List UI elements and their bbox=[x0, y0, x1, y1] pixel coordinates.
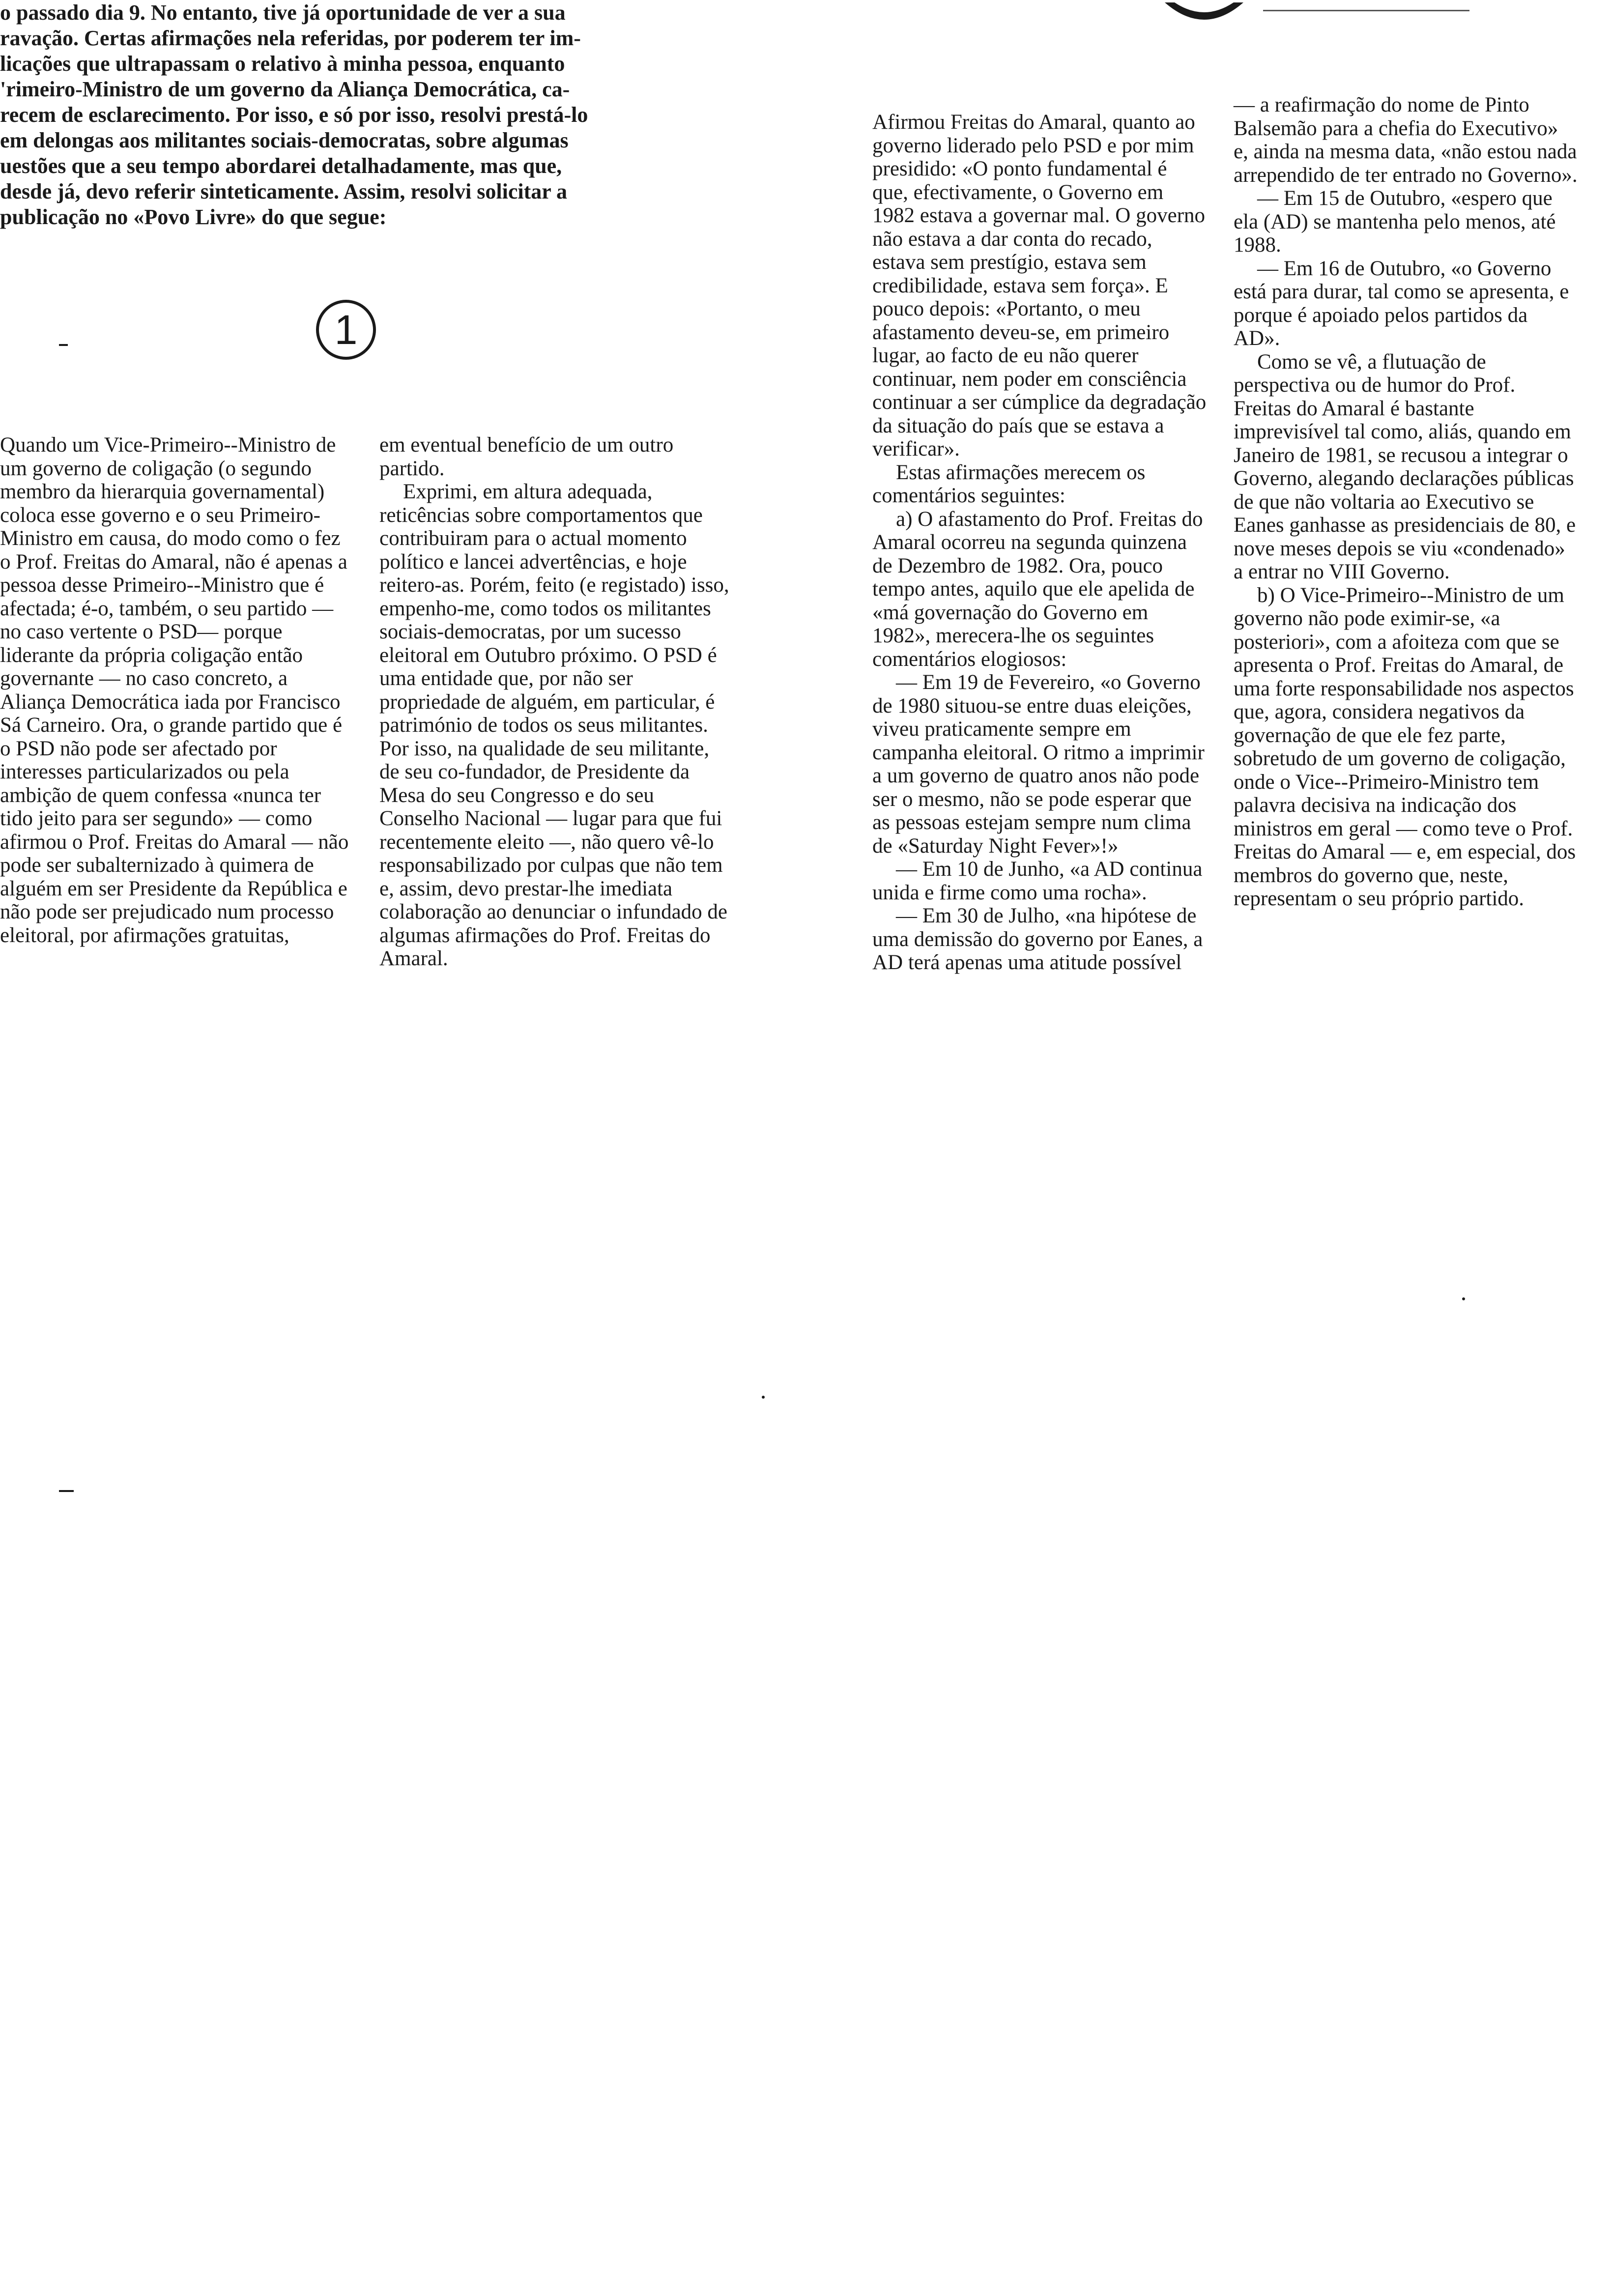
intro-line: licações que ultrapassam o relativo à minha pessoa, enquanto bbox=[0, 52, 565, 76]
margin-dash bbox=[59, 344, 68, 346]
intro-line: desde já, devo referir sinteticamente. Assim, resolvi solicitar a bbox=[0, 179, 567, 203]
column-paragraph: Como se vê, a flutuação de perspectiva ou de humor do Prof. Freitas do Amaral é bastante imprevisível tal como, aliás, quando em Janeiro de 1981, se recusou a integrar o Governo, alegando declarações públicas de que não voltaria ao Executivo se Eanes ganhasse as presidenciais de 80, e nove meses depois se viu «condenado» a entrar no VIII Governo. bbox=[1234, 350, 1576, 583]
article-column-3 bbox=[872, 111, 1207, 975]
column-paragraph: em eventual benefício de um outro partido. bbox=[379, 433, 674, 480]
column-paragraph: Quando um Vice-Primeiro--Ministro de um governo de coligação (o segundo membro da hierarquia governamental) coloca esse governo e o seu Primeiro-Ministro em causa, do modo como o fez o Prof. Freitas do Amaral, não é apenas a pessoa desse Primeiro--Ministro que é afectada; é-o, também, o seu partido — no caso vertente o PSD— porque liderante da própria coligação então governante — no caso concreto, a Aliança Democrática iada por Francisco Sá Carneiro. Ora, o grande partido que é o PSD não pode ser afectado por interesses particularizados ou pela ambição de quem confessa «nunca ter tido jeito para ser segundo» — como afirmou o Prof. Freitas do Amaral — não pode ser subalternizado à quimera de alguém em ser Presidente da República e não pode ser prejudicado num processo eleitoral, por afirmações gratuitas, bbox=[0, 433, 349, 947]
article-column-4 bbox=[1234, 93, 1578, 911]
column-paragraph: — Em 16 de Outubro, «o Governo está para durar, tal como se apresenta, e porque é apoiado pelos partidos da AD». bbox=[1234, 257, 1569, 350]
margin-dash bbox=[59, 1490, 74, 1492]
column-paragraph: b) O Vice-Primeiro--Ministro de um governo não pode eximir-se, «a posteriori», com a afoiteza com que se apresenta o Prof. Freitas do Amaral, de uma forte responsabilidade nos aspectos que, agora, considera negativos da governação de que ele fez parte, sobretudo de um governo de coligação, onde o Vice--Primeiro-Ministro tem palavra decisiva na indicação dos ministros em geral — como teve o Prof. Freitas do Amaral — e, em especial, dos membros do governo que, neste, representam o seu próprio partido. bbox=[1234, 583, 1576, 910]
intro-line: o passado dia 9. No entanto, tive já oportunidade de ver a sua bbox=[0, 0, 566, 25]
column-paragraph: — Em 10 de Junho, «a AD continua unida e firme como uma rocha». bbox=[872, 858, 1203, 904]
column-paragraph: Afirmou Freitas do Amaral, quanto ao governo liderado pelo PSD e por mim presidido: «O ponto fundamental é que, efectivamente, o Governo em 1982 estava a governar mal. O governo não estava a dar conta do recado, estava sem prestígio, estava sem credibilidade, estava sem força». E pouco depois: «Portanto, o meu afastamento deveu-se, em primeiro lugar, ao facto de eu não querer continuar, nem poder em consciência continuar a ser cúmplice da degradação da situação do país que se estava a verificar». bbox=[872, 111, 1207, 460]
column-paragraph: Estas afirmações merecem os comentários seguintes: bbox=[872, 460, 1146, 507]
column-paragraph: — a reafirmação do nome de Pinto Balsemão para a chefia do Executivo» e, ainda na mesma data, «não estou nada arrependido de ter entrado no Governo». bbox=[1234, 93, 1578, 187]
margin-dot bbox=[1462, 1297, 1465, 1300]
intro-paragraph bbox=[0, 0, 588, 230]
margin-dot bbox=[762, 1396, 765, 1399]
intro-line: em delongas aos militantes sociais-democratas, sobre algumas bbox=[0, 128, 569, 152]
column-paragraph: — Em 30 de Julho, «na hipótese de uma demissão do governo por Eanes, a AD terá apenas uma atitude possível bbox=[872, 904, 1203, 974]
article-column-1 bbox=[0, 433, 354, 947]
emblem-icon bbox=[1160, 0, 1248, 27]
intro-line: ravação. Certas afirmações nela referidas, por poderem ter im- bbox=[0, 26, 581, 50]
section-number-badge bbox=[316, 300, 376, 360]
article-column-2 bbox=[379, 433, 731, 971]
section-number: 1 bbox=[334, 307, 358, 353]
intro-line: uestões que a seu tempo abordarei detalhadamente, mas que, bbox=[0, 154, 562, 178]
intro-line: 'rimeiro-Ministro de um governo da Aliança Democrática, ca- bbox=[0, 77, 570, 101]
column-paragraph: — Em 19 de Fevereiro, «o Governo de 1980 situou-se entre duas eleições, viveu praticamente sempre em campanha eleitoral. O ritmo a imprimir a um governo de quatro anos não pode ser o mesmo, não se pode esperar que as pessoas estejam sempre num clima de «Saturday Night Fever»!» bbox=[872, 671, 1205, 858]
column-paragraph: — Em 15 de Outubro, «espero que ela (AD) se mantenha pelo menos, até 1988. bbox=[1234, 187, 1556, 257]
intro-line: recem de esclarecimento. Por isso, e só por isso, resolvi prestá-lo bbox=[0, 103, 588, 127]
column-paragraph: Exprimi, em altura adequada, reticências sobre comportamentos que contribuiram para o actual momento político e lancei advertências, e hoje reitero-as. Porém, feito (e registado) isso, empenho-me, como todos os militantes sociais-democratas, por um sucesso eleitoral em Outubro próximo. O PSD é uma entidade que, por não ser propriedade de alguém, em particular, é património de todos os seus militantes. Por isso, na qualidade de seu militante, de seu co-fundador, de Presidente da Mesa do seu Congresso e do seu Conselho Nacional — lugar para que fui recentemente eleito —, não quero vê-lo responsabilizado por culpas que não tem e, assim, devo prestar-lhe imediata colaboração ao denunciar o infundado de algumas afirmações do Prof. Freitas do Amaral. bbox=[379, 480, 729, 970]
column-paragraph: a) O afastamento do Prof. Freitas do Amaral ocorreu na segunda quinzena de Dezembro de 1982. Ora, pouco tempo antes, aquilo que ele apelida de «má governação do Governo em 1982», merecera-lhe os seguintes comentários elogiosos: bbox=[872, 507, 1203, 671]
masthead-rule bbox=[1263, 10, 1469, 11]
intro-line: publicação no «Povo Livre» do que segue: bbox=[0, 205, 387, 229]
